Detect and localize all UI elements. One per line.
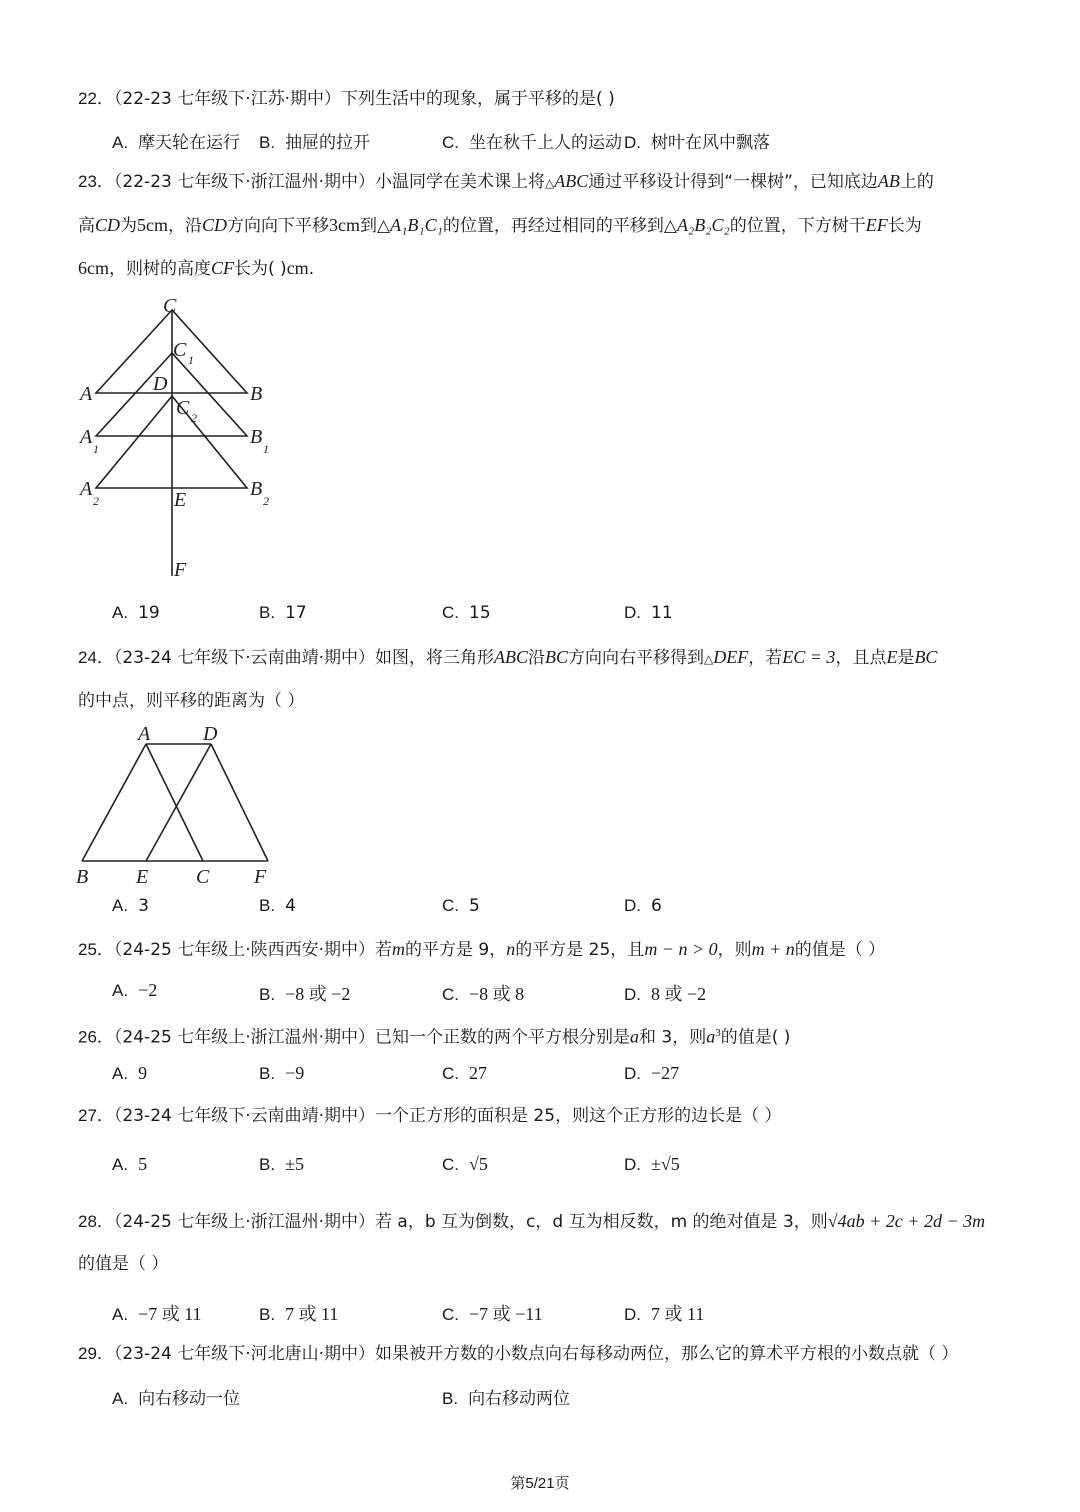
option-c[interactable]: C. −7 或 −11: [442, 1304, 543, 1324]
question-source: （23-24 七年级下·云南曲靖·期中）: [113, 648, 376, 668]
label-c: C: [163, 295, 177, 317]
sqrt-expression: √4ab + 2c + 2d − 3m: [827, 1211, 986, 1231]
segment-de: [146, 744, 211, 861]
option-a[interactable]: A. −7 或 11: [112, 1304, 202, 1324]
label-c2: C: [176, 397, 190, 419]
option-c[interactable]: C. 坐在秋千上人的运动: [442, 133, 622, 153]
option-c[interactable]: C. 27: [442, 1063, 487, 1083]
option-b[interactable]: B. 7 或 11: [259, 1304, 339, 1324]
label-f: F: [174, 559, 187, 581]
segment-ab: [82, 744, 146, 861]
segment-ac: [146, 744, 203, 861]
question-source: （23-24 七年级下·河北唐山·期中）: [113, 1344, 376, 1364]
option-b[interactable]: B. 17: [259, 603, 307, 623]
option-b[interactable]: B. −8 或 −2: [259, 984, 351, 1004]
label-e: E: [136, 866, 149, 885]
label-a2-sub: 2: [93, 494, 99, 508]
option-b[interactable]: B. 4: [259, 896, 296, 916]
label-d: D: [153, 373, 168, 395]
question-stem: 下列生活中的现象，属于平移的是( ): [341, 89, 615, 109]
label-b1: B: [250, 426, 263, 448]
question-27: 27．（23-24 七年级下·云南曲靖·期中）一个正方形的面积是 25，则这个正方形的边长是（ ）: [78, 1106, 782, 1126]
option-b[interactable]: B. 向右移动两位: [442, 1389, 571, 1409]
label-c2-sub: 2: [191, 411, 197, 425]
options-23: [112, 603, 1012, 633]
question-24: 24．（23-24 七年级下·云南曲靖·期中）如图，将三角形ABC沿BC方向向右平移得到△DEF，若EC = 3，且点E是BC 的中点，则平移的距离为（ ）: [78, 647, 938, 711]
option-c[interactable]: C. √5: [442, 1154, 488, 1174]
figure-translation: [70, 720, 290, 885]
segment-df: [211, 744, 268, 861]
option-a[interactable]: A. 19: [112, 603, 160, 623]
question-source: （24-25 七年级上·浙江温州·期中）: [113, 1027, 376, 1048]
label-c1: C: [173, 339, 187, 361]
question-26: 26．（24-25 七年级上·浙江温州·期中）已知一个正数的两个平方根分别是a和 3，则$a^3$的值是( ): [78, 1026, 791, 1048]
options-22: [112, 128, 1012, 158]
option-a[interactable]: A. 摩天轮在运行: [112, 133, 241, 153]
question-29: 29．（23-24 七年级下·河北唐山·期中）如果被开方数的小数点向右每移动两位，那么它的算术平方根的小数点就（ ）: [78, 1344, 959, 1364]
label-b1-sub: 1: [263, 442, 269, 456]
label-b2: B: [250, 478, 263, 500]
label-a: A: [80, 383, 93, 405]
option-a[interactable]: A. 5: [112, 1154, 148, 1174]
options-25: [112, 980, 1012, 1010]
option-d[interactable]: D. 11: [624, 603, 673, 623]
option-b[interactable]: B. 抽屉的拉开: [259, 133, 371, 153]
options-24: [112, 896, 1012, 926]
label-a1: A: [80, 426, 93, 448]
question-source: （22-23 七年级下·江苏·期中）: [113, 89, 342, 109]
label-d: D: [203, 723, 218, 745]
question-source: （22-23 七年级下·浙江温州·期中）: [113, 172, 376, 192]
option-d[interactable]: D. 7 或 11: [624, 1304, 705, 1324]
figure-tree: [60, 290, 300, 590]
question-28: 28．（24-25 七年级上·浙江温州·期中）若 a，b 互为倒数，c，d 互为相反数，m 的绝对值是 3，则√4ab + 2c + 2d − 3m 的值是（ ）: [78, 1211, 986, 1274]
option-a[interactable]: A. −2: [112, 980, 158, 1000]
page-number: 第5/21页: [510, 1475, 570, 1492]
options-29: [112, 1384, 1012, 1414]
question-source: （24-25 七年级上·陕西西安·期中）: [113, 940, 376, 960]
option-d[interactable]: D. 树叶在风中飘落: [624, 133, 770, 153]
question-source: （24-25 七年级上·浙江温州·期中）: [113, 1212, 376, 1232]
question-stem: 一个正方形的面积是 25，则这个正方形的边长是（ ）: [375, 1106, 782, 1126]
question-23: 23．（22-23 七年级下·浙江温州·期中）小温同学在美术课上将△ABC通过平移设计得到“一棵树”，已知底边AB上的 高CD为5cm，沿CD方向向下平移3cm到△A₁B₁C₁的位置，再经过相同的平移到△A₂B₂C₂的位置，下方树干EF长为 6cm，则树的高度CF长为( )cm.: [78, 171, 934, 279]
label-e: E: [174, 489, 187, 511]
label-f: F: [254, 866, 267, 885]
question-25: 25．（24-25 七年级上·陕西西安·期中）若m的平方是 9，n的平方是 25，且m − n > 0，则m + n的值是（ ）: [78, 939, 886, 960]
label-a: A: [138, 723, 151, 745]
option-c[interactable]: C. 5: [442, 896, 480, 916]
option-c[interactable]: C. −8 或 8: [442, 984, 525, 1004]
option-d[interactable]: D. ±√5: [624, 1154, 680, 1174]
option-c[interactable]: C. 15: [442, 603, 491, 623]
label-b: B: [76, 866, 89, 885]
options-28: [112, 1300, 1012, 1330]
question-stem: 如果被开方数的小数点向右每移动两位，那么它的算术平方根的小数点就（ ）: [375, 1344, 959, 1364]
label-a2: A: [80, 478, 93, 500]
option-b[interactable]: B. −9: [259, 1063, 305, 1083]
options-27: [112, 1154, 1012, 1184]
label-b2-sub: 2: [263, 494, 269, 508]
option-a[interactable]: A. 向右移动一位: [112, 1389, 241, 1409]
options-26: [112, 1063, 1012, 1093]
label-c: C: [196, 866, 210, 885]
option-d[interactable]: D. −27: [624, 1063, 680, 1083]
option-a[interactable]: A. 9: [112, 1063, 148, 1083]
label-a1-sub: 1: [93, 442, 99, 456]
option-d[interactable]: D. 6: [624, 896, 662, 916]
question-22: 22．（22-23 七年级下·江苏·期中）下列生活中的现象，属于平移的是( ): [78, 89, 615, 109]
question-source: （23-24 七年级下·云南曲靖·期中）: [113, 1106, 376, 1126]
option-b[interactable]: B. ±5: [259, 1154, 304, 1174]
option-d[interactable]: D. 8 或 −2: [624, 984, 707, 1004]
option-a[interactable]: A. 3: [112, 896, 149, 916]
label-c1-sub: 1: [188, 353, 194, 367]
label-b: B: [250, 383, 263, 405]
